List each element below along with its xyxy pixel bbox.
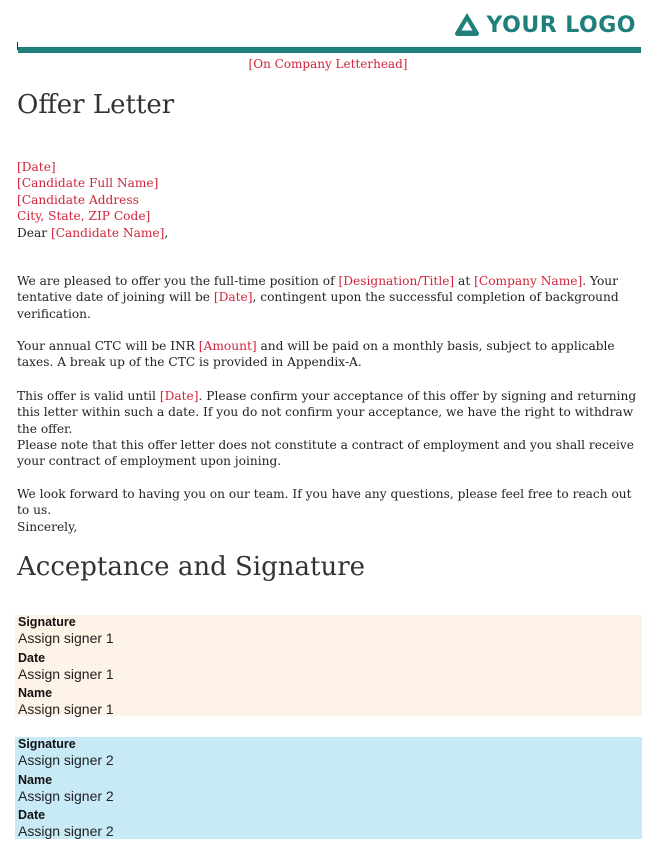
date-placeholder[interactable]: [Date] [17,160,56,174]
field-label: Signature [18,615,76,629]
field-label: Date [18,808,46,822]
header-divider [18,47,641,53]
field-value[interactable]: Assign signer 2 [18,823,114,839]
paragraph-validity: This offer is valid until [Date]. Please confirm your acceptance of this offer by signing and returning this letter within such a date. If you do not confirm your acceptance, we have the right to withdraw the offer. [17,389,637,436]
field-value[interactable]: Assign signer 1 [18,665,114,682]
paragraph-contract-note: Please note that this offer letter does not constitute a contract of employment and you shall receive your contract of employment upon joining. [17,438,634,469]
signer-1-block [15,615,642,716]
company-name-placeholder[interactable]: [Company Name] [474,274,583,288]
signer-2-signature-field[interactable] [18,737,642,773]
letterhead-note: [On Company Letterhead] [248,57,408,71]
field-label: Name [18,772,53,787]
logo-text: YOUR LOGO [486,12,636,38]
city-state-zip-placeholder[interactable]: City, State, ZIP Code] [17,209,151,224]
valid-until-date-placeholder[interactable]: [Date] [159,389,199,403]
signer-1-name-field[interactable] [18,686,642,722]
candidate-name-placeholder[interactable]: [Candidate Full Name] [17,176,159,191]
triangle-logo-icon [454,12,480,38]
salutation-name-placeholder[interactable]: [Candidate Name] [50,225,165,240]
field-label: Date [18,650,46,665]
paragraph-welcome: We look forward to having you on our team. If you have any questions, please feel free to reach out to us. [17,487,632,518]
candidate-address-placeholder[interactable]: [Candidate Address [17,192,139,207]
field-value[interactable]: Assign signer 2 [18,752,114,768]
address-block [17,159,641,241]
field-label: Name [18,686,53,700]
paragraph-position-offer: We are pleased to offer you the full-time position of [Designation/Title] at [Company Name]. Your tentative date of joining will be [Date], contingent upon the successful completion of background verification. [17,274,619,321]
signer-2-name-field[interactable] [18,773,642,809]
field-value[interactable]: Assign signer 1 [18,701,114,717]
acceptance-section-title: Acceptance and Signature [17,552,366,582]
signer-1-date-field[interactable] [18,651,642,687]
signer-2-block [15,737,642,839]
amount-placeholder[interactable]: [Amount] [198,339,257,353]
signer-2-date-field[interactable] [18,808,642,844]
paragraph-ctc: Your annual CTC will be INR [Amount] and will be paid on a monthly basis, subject to applicable taxes. A break up of the CTC is provided in Appendix-A. [17,339,615,370]
field-value[interactable]: Assign signer 2 [18,787,114,804]
salutation: Dear [Candidate Name], [17,225,169,240]
field-value[interactable]: Assign signer 1 [18,630,114,646]
designation-placeholder[interactable]: [Designation/Title] [338,274,455,288]
signer-1-signature-field[interactable] [18,615,642,651]
document-title: Offer Letter [17,90,175,120]
company-logo [454,12,636,38]
field-label: Signature [18,737,76,751]
joining-date-placeholder[interactable]: [Date] [213,290,253,305]
closing-line: Sincerely, [17,520,78,534]
